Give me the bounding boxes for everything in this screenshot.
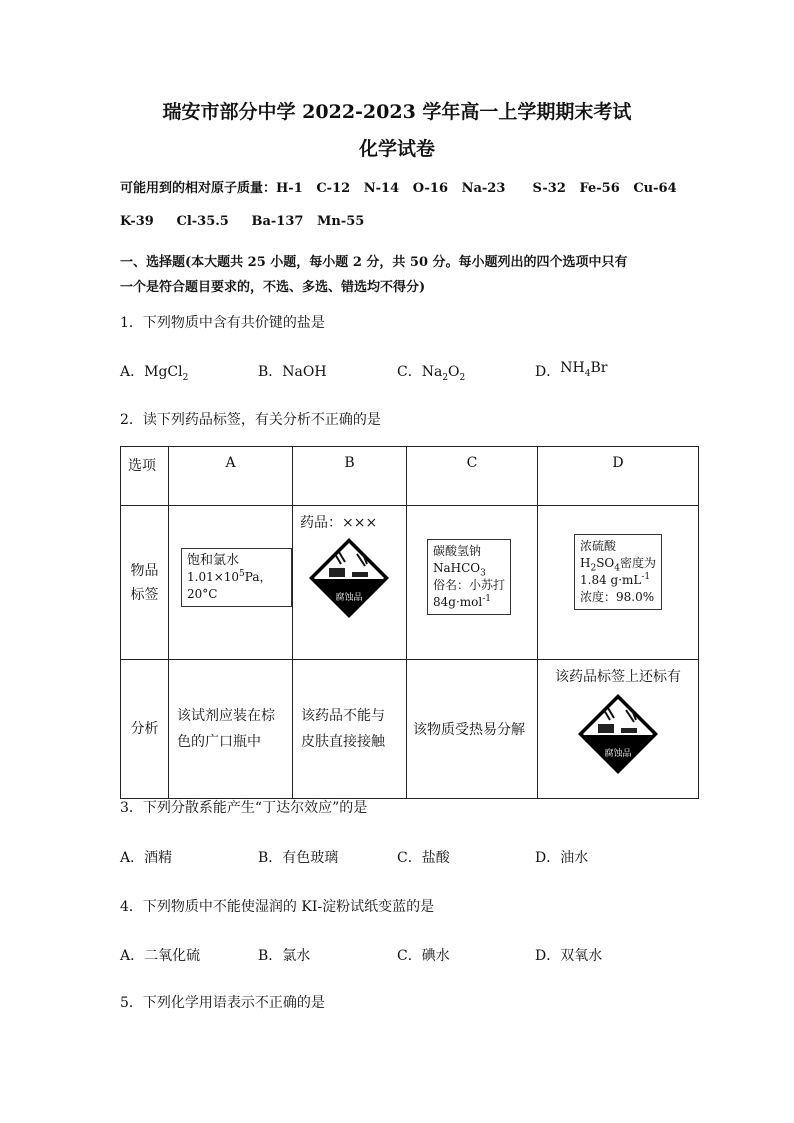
corrosive-text-d: 腐蚀品 <box>604 749 632 759</box>
table-header-d: D <box>538 447 699 506</box>
mass-c: C-12 <box>316 181 351 196</box>
section1-line-1: 一、选择题(本大题共 25 小题，每小题 2 分，共 50 分。每小题列出的四个选项中只有 <box>120 255 628 270</box>
q1-stem: 1．下列物质中含有共价键的盐是 <box>120 315 325 331</box>
q4-stem: 4．下列物质中不能使湿润的 KI-淀粉试纸变蓝的是 <box>120 899 435 915</box>
mass-o: O-16 <box>412 181 448 196</box>
cell-b-analysis: 该药品不能与 皮肤直接接触 <box>293 660 407 799</box>
exam-subtitle: 化学试卷 <box>358 138 435 160</box>
corrosive-text: 腐蚀品 <box>335 593 363 603</box>
corrosive-hazard-icon <box>307 536 391 620</box>
q4-option-d: D．双氧水 <box>535 948 603 964</box>
cell-a-analysis: 该试剂应装在棕 色的广口瓶中 <box>169 660 293 799</box>
q1-option-b: B．NaOH <box>258 364 327 380</box>
corrosive-hazard-icon-d <box>576 692 660 776</box>
q5-stem: 5．下列化学用语表示不正确的是 <box>120 995 325 1011</box>
q4-option-c: C．碘水 <box>397 948 450 964</box>
q1-option-c: C．$Na_2O_2$ <box>397 364 466 383</box>
cell-d-label <box>538 506 699 660</box>
table-header-option: 选项 <box>121 447 169 506</box>
mass-k: K-39 <box>120 214 154 229</box>
cell-c-label <box>407 506 538 660</box>
mass-cl: Cl-35.5 <box>176 214 229 229</box>
q4-option-a: A．二氧化硫 <box>120 948 201 964</box>
cell-a-label <box>169 506 293 660</box>
atomic-mass-line-1 <box>120 177 677 196</box>
q1-option-d: D．$NH_4Br$ <box>535 360 608 380</box>
mass-s: S-32 <box>532 181 566 196</box>
row-label-item: 物品 标签 <box>121 506 169 660</box>
mass-n: N-14 <box>363 181 400 196</box>
mass-mn: Mn-55 <box>317 214 365 229</box>
drug-name-label: 药品：××× <box>300 515 378 531</box>
q2-stem: 2．读下列药品标签，有关分析不正确的是 <box>120 412 381 428</box>
mass-na: Na-23 <box>461 181 506 196</box>
q3-option-d: D．油水 <box>535 850 589 866</box>
cell-b-label <box>293 506 407 660</box>
sulfuric-acid-label: 浓硫酸 $H_2SO_4$密度为 1.84 $g\cdot mL^{-1}$ 浓度：98.0% <box>574 534 662 610</box>
cell-d-analysis: 该药品标签上还标有 腐蚀品 <box>538 660 699 799</box>
q1-option-a: A．MgCl$_2$ <box>120 364 189 383</box>
atomic-mass-line-2 <box>120 214 364 229</box>
mass-fe: Fe-56 <box>579 181 620 196</box>
exam-title: 瑞安市部分中学 2022-2023 学年高一上学期期末考试 <box>162 101 632 123</box>
table-header-a: A <box>169 447 293 506</box>
q3-option-b: B．有色玻璃 <box>258 850 339 866</box>
mass-ba: Ba-137 <box>251 214 304 229</box>
mass-h: H-1 <box>276 181 303 196</box>
chlorine-water-label: 饱和氯水 $1.01\times 10^5Pa$，20°C <box>181 548 292 607</box>
q3-stem: 3．下列分散系能产生“丁达尔效应”的是 <box>120 800 368 816</box>
row-label-analysis: 分析 <box>121 660 169 799</box>
table-header-b: B <box>293 447 407 506</box>
q3-option-c: C．盐酸 <box>397 850 450 866</box>
q2-label-table <box>120 446 699 799</box>
mass-cu: Cu-64 <box>633 181 677 196</box>
q4-option-b: B．氯水 <box>258 948 311 964</box>
cell-c-analysis: 该物质受热易分解 <box>407 660 538 799</box>
q3-option-a: A．酒精 <box>120 850 173 866</box>
atomic-mass-intro: 可能用到的相对原子质量： <box>120 181 277 196</box>
section1-line-2: 一个是符合题目要求的，不选、多选、错选均不得分) <box>120 280 426 295</box>
sodium-bicarbonate-label: 碳酸氢钠 NaHCO$_3$ 俗名：小苏打 84g·mol$^{-1}$ <box>427 539 511 615</box>
table-header-c: C <box>407 447 538 506</box>
